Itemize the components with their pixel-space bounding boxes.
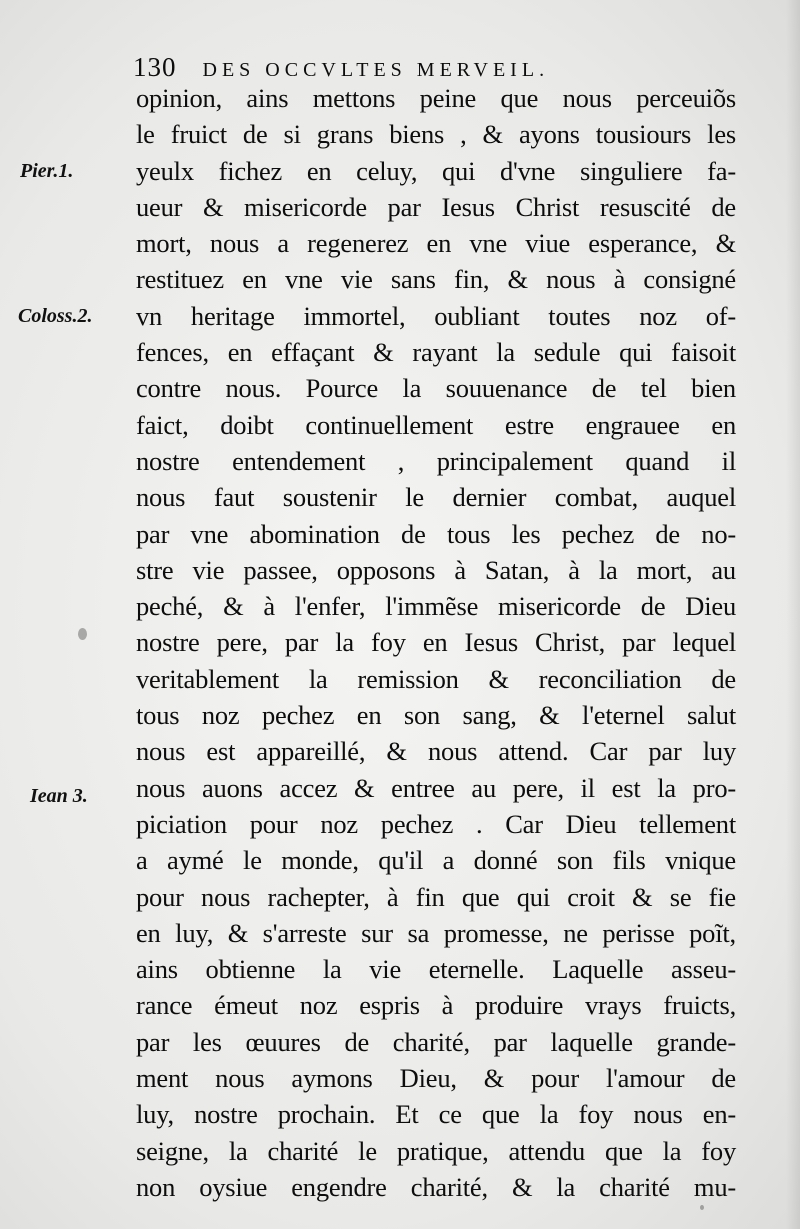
text-line: tous noz pechez en son sang, & l'eternel salut: [136, 700, 736, 731]
text-line: par les œuures de charité, par laquelle grande-: [136, 1026, 736, 1057]
text-line: restituez en vne vie sans fin, & nous à consigné: [136, 264, 736, 295]
margin-note-coloss: Coloss.2.: [18, 305, 93, 327]
text-line: ains obtienne la vie eternelle. Laquelle asseu-: [136, 954, 736, 985]
text-line: piciation pour noz pechez . Car Dieu tellement: [136, 808, 736, 839]
text-line: nous auons accez & entree au pere, il est la pro-: [136, 772, 736, 803]
running-title: DES OCCVLTES MERVEIL.: [202, 59, 550, 81]
text-line: contre nous. Pource la souuenance de tel bien: [136, 373, 736, 404]
text-line: seigne, la charité le pratique, attendu que la foy: [136, 1135, 736, 1166]
text-line: a aymé le monde, qu'il a donné son fils vnique: [136, 845, 736, 876]
text-line: yeulx fichez en celuy, qui d'vne singuliere fa-: [136, 155, 736, 186]
text-line: fences, en effaçant & rayant la sedule qui faisoit: [136, 337, 736, 368]
margin-note-pier: Pier.1.: [20, 160, 74, 182]
body-text: [136, 80, 736, 1205]
text-line: en luy, & s'arreste sur sa promesse, ne perisse poĩt,: [136, 917, 736, 948]
text-line: le fruict de si grans biens , & ayons tousiours les: [136, 119, 736, 150]
text-line: opinion, ains mettons peine que nous perceuiõs: [136, 83, 736, 113]
text-line: luy, nostre prochain. Et ce que la foy nous en-: [136, 1099, 736, 1130]
text-line: stre vie passee, opposons à Satan, à la mort, au: [136, 554, 736, 585]
text-line: nous est appareillé, & nous attend. Car par luy: [136, 736, 736, 767]
text-line: pour nous rachepter, à fin que qui croit & se fie: [136, 881, 736, 912]
text-line: peché, & à l'enfer, l'immẽse misericorde de Dieu: [136, 591, 736, 622]
text-line: par vne abomination de tous les pechez de no-: [136, 518, 736, 549]
ink-speck: [700, 1205, 704, 1210]
text-line: mort, nous a regenerez en vne viue esperance, &: [136, 228, 736, 259]
text-line: nous faut soustenir le dernier combat, auquel: [136, 482, 736, 513]
page-number: 130: [133, 52, 177, 82]
text-line: ment nous aymons Dieu, & pour l'amour de: [136, 1063, 736, 1094]
text-line: nostre entendement , principalement quand il: [136, 445, 736, 476]
text-line: nostre pere, par la foy en Iesus Christ, par lequel: [136, 627, 736, 658]
text-line: ueur & misericorde par Iesus Christ resuscité de: [136, 191, 736, 222]
page-edge-shadow: [786, 0, 800, 1229]
text-line: vn heritage immortel, oubliant toutes noz of-: [136, 300, 736, 331]
text-line: non oysiue engendre charité, & la charité mu-: [136, 1171, 736, 1202]
margin-note-iean: Iean 3.: [30, 785, 88, 807]
text-line: faict, doibt continuellement estre engrauee en: [136, 409, 736, 440]
ink-speck: [78, 628, 87, 640]
text-line: veritablement la remission & reconciliation de: [136, 663, 736, 694]
text-line: rance émeut noz espris à produire vrays fruicts,: [136, 990, 736, 1021]
